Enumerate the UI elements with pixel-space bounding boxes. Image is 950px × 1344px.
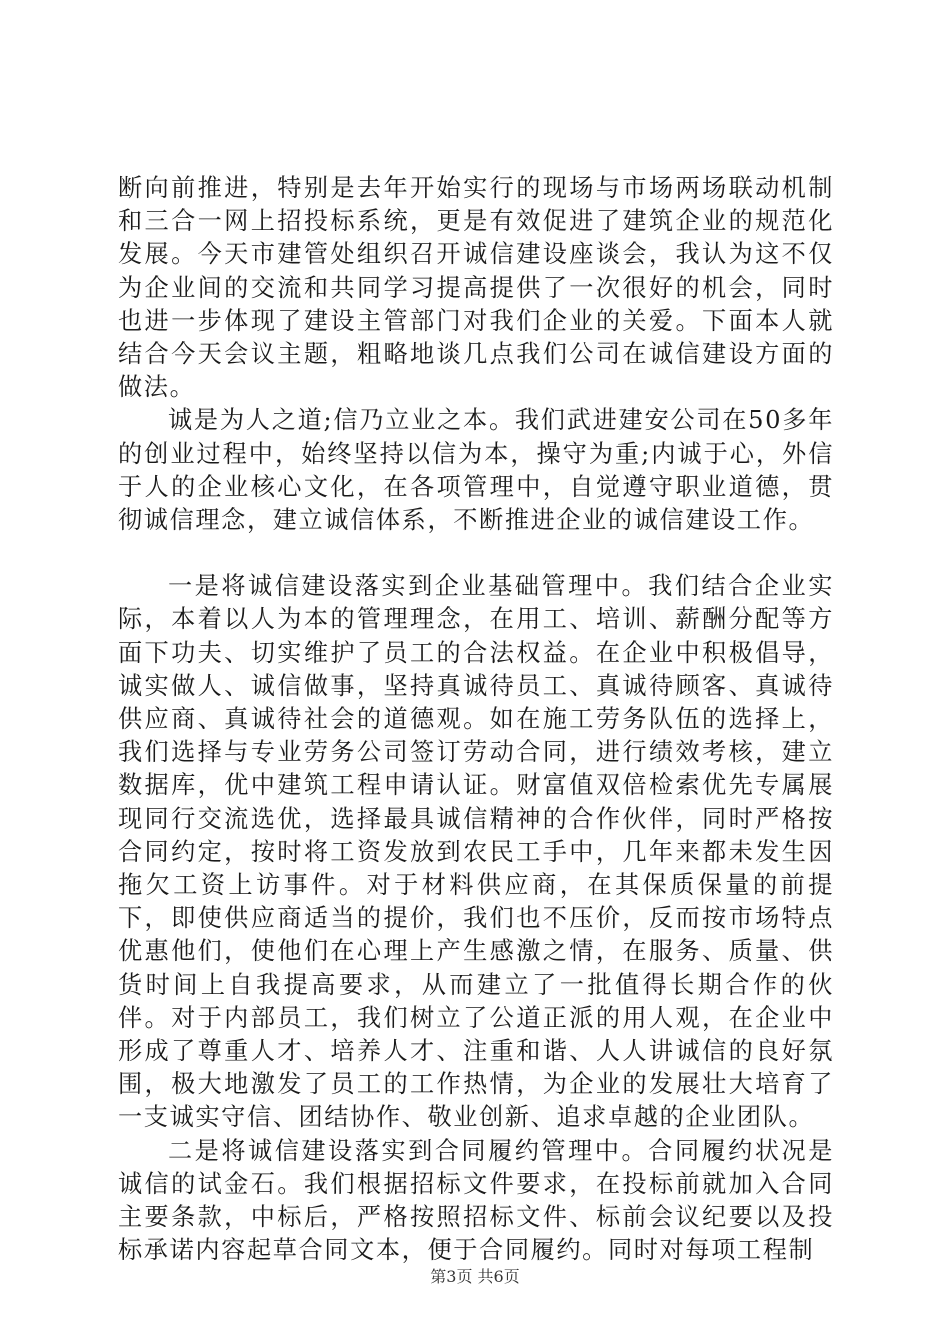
- paragraph-4: 二是将诚信建设落实到合同履约管理中。合同履约状况是诚信的试金石。我们根据招标文件要求，在投标前就加入合同主要条款，中标后，严格按照招标文件、标前会议纪要以及投标承诺内容起草合同文本，便于合同履约。同时对每项工程制: [118, 1136, 834, 1265]
- document-body: [118, 172, 834, 1268]
- paragraph-2: 诚是为人之道;信乃立业之本。我们武进建安公司在50多年的创业过程中，始终坚持以信为本，操守为重;内诚于心，外信于人的企业核心文化，在各项管理中，自觉遵守职业道德，贯彻诚信理念，建立诚信体系，不断推进企业的诚信建设工作。: [118, 406, 834, 535]
- paragraph-1: 断向前推进，特别是去年开始实行的现场与市场两场联动机制和三合一网上招投标系统，更是有效促进了建筑企业的规范化发展。今天市建管处组织召开诚信建设座谈会，我认为这不仅为企业间的交流和共同学习提高提供了一次很好的机会，同时也进一步体现了建设主管部门对我们企业的关爱。下面本人就结合今天会议主题，粗略地谈几点我们公司在诚信建设方面的做法。: [118, 174, 834, 402]
- paragraph-3: 一是将诚信建设落实到企业基础管理中。我们结合企业实际，本着以人为本的管理理念，在用工、培训、薪酬分配等方面下功夫、切实维护了员工的合法权益。在企业中积极倡导，诚实做人、诚信做事，坚持真诚待员工、真诚待顾客、真诚待供应商、真诚待社会的道德观。如在施工劳务队伍的选择上，我们选择与专业劳务公司签订劳动合同，进行绩效考核，建立数据库，优中建筑工程申请认证。财富值双倍检索优先专属展现同行交流选优，选择最具诚信精神的合作伙伴，同时严格按合同约定，按时将工资发放到农民工手中，几年来都未发生因拖欠工资上访事件。对于材料供应商，在其保质保量的前提下，即使供应商适当的提价，我们也不压价，反而按市场特点优惠他们，使他们在心理上产生感激之情，在服务、质量、供货时间上自我提高要求，从而建立了一批值得长期合作的伙伴。对于内部员工，我们树立了公道正派的用人观，在企业中形成了尊重人才、培养人才、注重和谐、人人讲诚信的良好氛围，极大地激发了员工的工作热情，为企业的发展壮大培育了一支诚实守信、团结协作、敬业创新、追求卓越的企业团队。: [118, 572, 834, 1132]
- page-number-footer: 第3页 共6页: [430, 1267, 520, 1286]
- paragraph-spacer: [118, 537, 834, 570]
